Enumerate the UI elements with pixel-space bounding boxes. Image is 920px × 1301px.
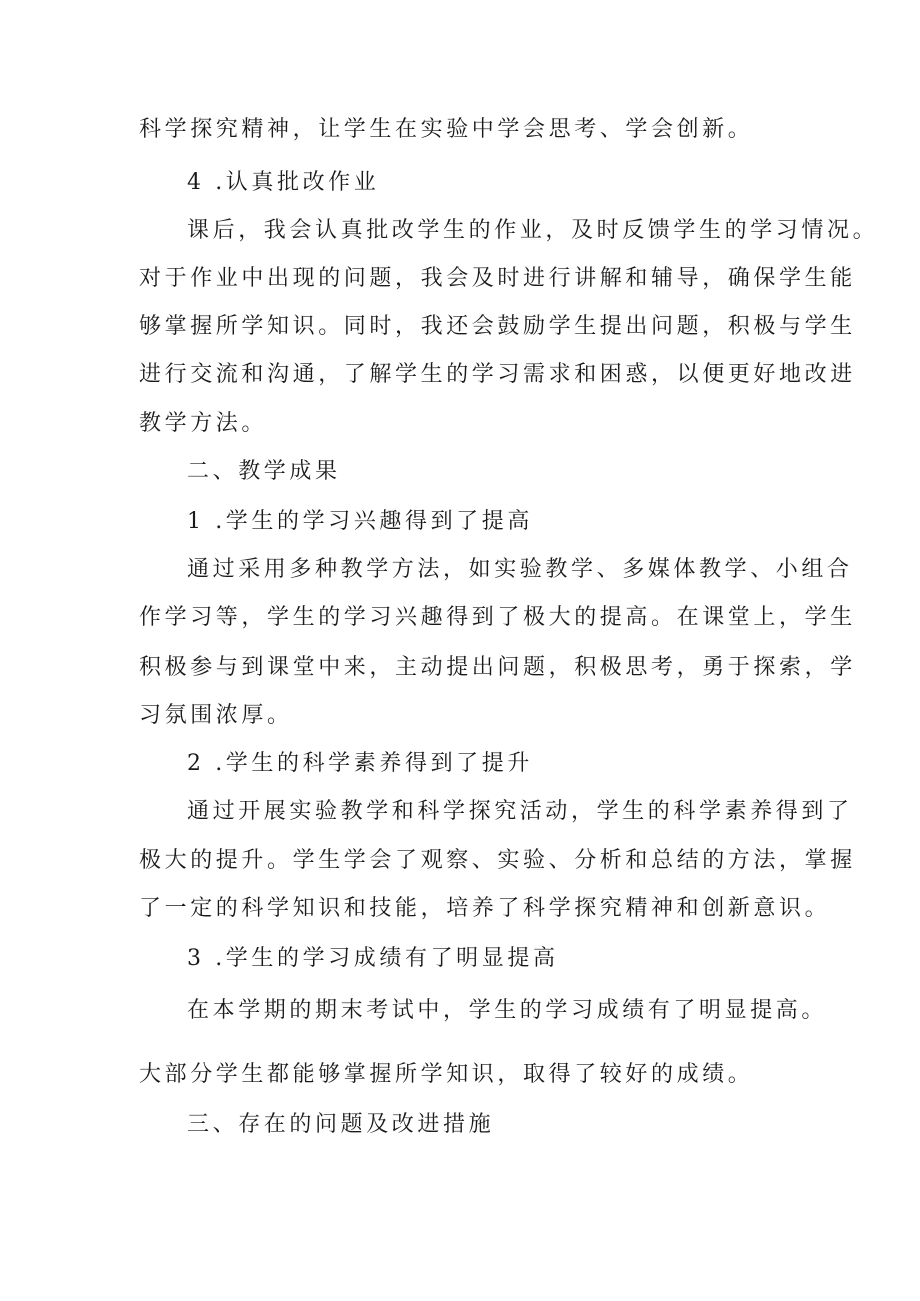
paragraph-line: 习氛围浓厚。 [139, 703, 293, 728]
paragraph-line: 作学习等，学生的学习兴趣得到了极大的提高。在课堂上，学生 [139, 605, 856, 630]
paragraph-line: 积极参与到课堂中来，主动提出问题，积极思考，勇于探索，学 [139, 655, 856, 680]
subsection-heading: 3 .学生的学习成绩有了明显提高 [187, 946, 559, 971]
paragraph-line: 对于作业中出现的问题，我会及时进行讲解和辅导，确保学生能 [139, 266, 856, 291]
section-heading: 三、存在的问题及改进措施 [187, 1112, 495, 1137]
paragraph-line: 在本学期的期末考试中，学生的学习成绩有了明显提高。 [187, 998, 828, 1023]
subsection-heading: 1 .学生的学习兴趣得到了提高 [187, 509, 533, 534]
subsection-heading: 4 .认真批改作业 [187, 170, 380, 195]
paragraph-line: 课后，我会认真批改学生的作业，及时反馈学生的学习情况。 [187, 218, 879, 243]
subsection-heading: 2 .学生的科学素养得到了提升 [187, 751, 533, 776]
paragraph-line: 大部分学生都能够掌握所学知识，取得了较好的成绩。 [139, 1062, 754, 1087]
paragraph-line: 教学方法。 [139, 411, 268, 436]
section-heading: 二、教学成果 [187, 459, 341, 484]
paragraph-line: 通过采用多种教学方法，如实验教学、多媒体教学、小组合 [187, 557, 853, 582]
paragraph-line: 进行交流和沟通，了解学生的学习需求和困惑，以便更好地改进 [139, 362, 856, 387]
paragraph-line: 了一定的科学知识和技能，培养了科学探究精神和创新意识。 [139, 896, 831, 921]
paragraph-line: 极大的提升。学生学会了观察、实验、分析和总结的方法，掌握 [139, 848, 856, 873]
paragraph-line: 够掌握所学知识。同时，我还会鼓励学生提出问题，积极与学生 [139, 314, 856, 339]
paragraph-line: 通过开展实验教学和科学探究活动，学生的科学素养得到了 [187, 799, 853, 824]
paragraph-line: 科学探究精神，让学生在实验中学会思考、学会创新。 [139, 117, 754, 142]
